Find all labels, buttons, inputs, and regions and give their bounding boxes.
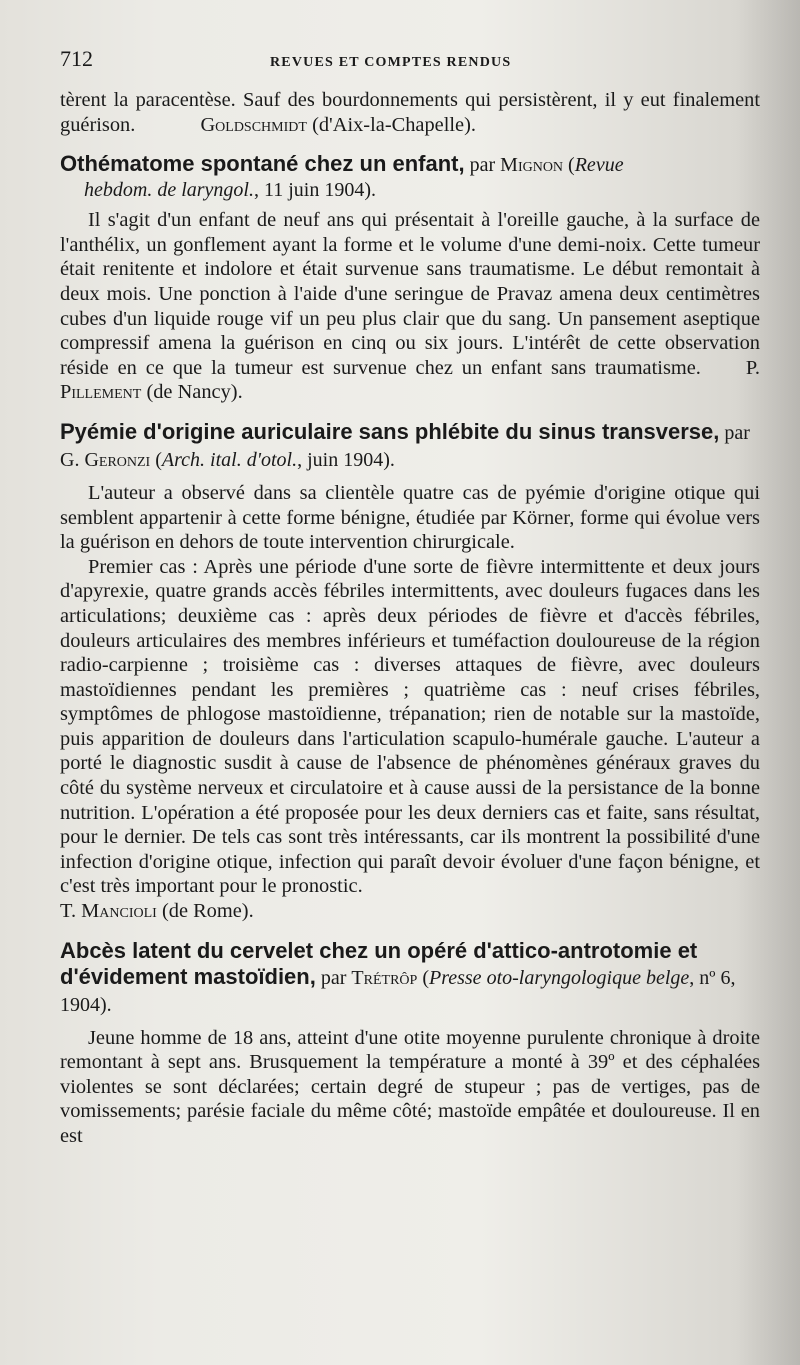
article2-signature: Mancioli (81, 900, 157, 923)
article2-journal: Arch. ital. d'otol. (161, 448, 298, 471)
article3-title: Abcès latent du cervelet chez un opéré d'attico-antrotomie et d'évidement mastoïdien, (60, 937, 698, 989)
article1-title: Othématome spontané chez un enfant, (60, 151, 465, 177)
article3-ref-open: ( (417, 966, 429, 989)
opening-signature-place: (d'Aix-la-Chapelle). (312, 113, 476, 136)
article2-heading (60, 419, 760, 473)
article3-author: Trétrôp (351, 966, 418, 989)
article2-signature-line (60, 899, 760, 924)
article3-heading (60, 938, 760, 1018)
article1-heading (60, 151, 760, 178)
article1-reference (60, 178, 760, 202)
running-header (60, 46, 760, 80)
article1-body-text: Il s'agit d'un enfant de neuf ans qui présentait à l'oreille gauche, à la surface de l'anthélix, un gonflement ayant la forme et le volume d'une demi-noix. Cette tumeur était renitente et indolore et était survenue sans traumatisme. Le début remontait à deux mois. Une ponction à l'aide d'une seringue de Pravaz amena deux centimètres cubes d'un liquide rouge vif un peu plus clair que du sang. Un pansement aseptique compressif amena la guérison en cinq ou six jours. L'intérêt de cette observation réside en ce que la tumeur est survenue chez un enfant sans traumatisme. (60, 209, 760, 379)
article2-paragraph-1: L'auteur a observé dans sa clientèle quatre cas de pyémie d'origine otique qui semblent appartenir à cette forme bénigne, étudiée par Körner, forme qui évolue vers la guérison en dehors de toute intervention chirurgicale. (60, 481, 760, 554)
article1-ref-open: ( (563, 154, 575, 177)
article2-paragraph-2: Premier cas : Après une période d'une sorte de fièvre intermittente et deux jours d'apyrexie, quatre grands accès fébriles intermittents, avec douleurs fugaces dans les articulations; deuxième cas : après deux périodes de fièvre et d'accès fébriles, douleurs articulaires des membres inférieurs et tuméfaction douloureuse de la région radio-carpienne ; troisième cas : diverses attaques de fièvre, avec douleurs mastoïdiennes pendant les premières ; quatrième cas : neuf crises fébriles, symptômes de phlogose mastoïdienne, trépanation; rien de notable sur la mastoïde, puis apparition de douleurs dans l'articulation scapulo-humérale gauche. L'auteur a porté le diagnostic susdit à cause de l'absence de phénomènes généraux graves du côté du système nerveux et circulatoire et à cause aussi de la persistance de la bonne nutrition. L'opération a été proposée pour les deux derniers cas et faite, sans résultat, pour le dernier. De tels cas sont très intéressants, car ils montrent la possibilité d'une infection d'origine otique, infection qui paraît devoir évoluer d'une façon bénigne, et c'est très important pour le pronostic. (60, 555, 760, 898)
article3-body: Jeune homme de 18 ans, atteint d'une otite moyenne purulente chronique à droite remontant à sept ans. Brusquement la température a monté à 39º et des céphalées violentes se sont déclarées; certain degré de stupeur ; pas de vertiges, pas de vomissements; parésie faciale du même côté; mastoïde empâtée et douloureuse. Il en est (60, 1026, 760, 1147)
article2-signature-place: (de Rome). (161, 900, 254, 923)
article2-signature-initial: T. (60, 900, 77, 923)
article1-signature-place: (de Nancy). (146, 381, 243, 404)
article1-author: Mignon (500, 154, 564, 177)
opening-signature: Goldschmidt (200, 113, 307, 136)
article3-journal: Presse oto-laryngologique belge (428, 966, 690, 989)
opening-paragraph (60, 88, 760, 137)
article1-body (60, 208, 760, 405)
article1-by: par (464, 154, 501, 177)
article3-by: par (315, 966, 352, 989)
article1-journal-a: Revue (574, 154, 624, 177)
article1-journal-b: hebdom. de laryngol. (84, 179, 254, 202)
opening-text: tèrent la paracentèse. Sauf des bourdonnements qui persistèrent, il y eut finalement guérison. (60, 89, 760, 136)
article2-title: Pyémie d'origine auriculaire sans phlébite du sinus transverse, (60, 418, 720, 444)
page-number: 712 (60, 46, 93, 71)
article2-author: Geronzi (84, 448, 151, 471)
article2-by: par G. (60, 421, 750, 471)
article1-date: , 11 juin 1904). (253, 179, 377, 202)
article1-signature: Pillement (60, 381, 142, 404)
article2-ref-open: ( (150, 448, 162, 471)
running-title: REVUES ET COMPTES RENDUS (270, 55, 512, 70)
article3-date: , nº 6, 1904). (60, 966, 736, 1016)
article2-date: , juin 1904). (297, 448, 395, 471)
article1-signature-initial: P. (745, 356, 760, 379)
